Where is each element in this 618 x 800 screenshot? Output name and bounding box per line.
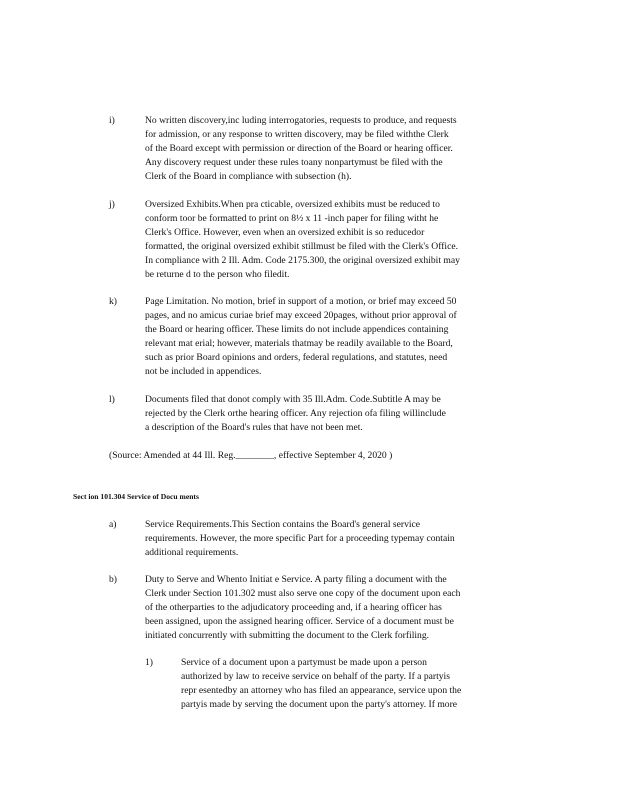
text-line: formatted, the original oversized exhibit stillmust be filed with the Clerk's Office. <box>145 241 459 252</box>
text-line: be returne d to the person who filedit. <box>145 269 290 280</box>
item-text <box>145 295 457 379</box>
text-line: Clerk under Section 101.302 must also serve one copy of the document upon each <box>145 588 461 599</box>
item-text <box>145 518 455 560</box>
text-line: Duty to Serve and Whento Initiat e Service. A party filing a document with the <box>145 574 447 585</box>
text-line: for admission, or any response to written discovery, may be filed withthe Clerk <box>145 129 449 140</box>
text-line: partyis made by serving the document upon the party's attorney. If more <box>181 699 458 710</box>
item-text <box>145 573 460 643</box>
text-line: Service Requirements.This Section contains the Board's general service <box>145 519 421 530</box>
text-line: conform toor be formatted to print on 8½ x 11 -inch paper for filing witht he <box>145 213 439 224</box>
item-label: l) <box>109 394 115 405</box>
text-line: the Board or hearing officer. These limits do not include appendices containing <box>145 324 449 335</box>
text-line: Service of a document upon a partymust be made upon a person <box>181 657 427 668</box>
item-label: a) <box>109 519 117 530</box>
text-line: initiated concurrently with submitting the document to the Clerk forfiling. <box>145 630 430 641</box>
text-line: Clerk's Office. However, even when an oversized exhibit is so reducedor <box>145 227 425 238</box>
item-text <box>181 656 461 712</box>
text-line: of the Board except with permission or direction of the Board or hearing officer. <box>145 143 453 154</box>
text-line: Oversized Exhibits.When pra cticable, oversized exhibits must be reduced to <box>145 199 440 210</box>
item-label: j) <box>109 199 115 210</box>
text-line: not be included in appendices. <box>145 366 262 377</box>
item-label: i) <box>109 115 115 126</box>
item-text <box>145 198 460 282</box>
text-line: been assigned, upon the assigned hearing officer. Service of a document must be <box>145 616 454 627</box>
text-line: Any discovery request under these rules toany nonpartymust be filed with the <box>145 157 443 168</box>
text-line: Clerk of the Board in compliance with subsection (h). <box>145 171 352 182</box>
text-line: a description of the Board's rules that have not been met. <box>145 422 363 433</box>
text-line: rejected by the Clerk orthe hearing officer. Any rejection ofa filing willinclude <box>145 408 446 419</box>
text-line: repr esentedby an attorney who has filed an appearance, service upon the <box>181 685 462 696</box>
source-note: (Source: Amended at 44 Ill. Reg.________, effective September 4, 2020 ) <box>109 450 393 461</box>
item-text <box>145 393 446 435</box>
item-label: 1) <box>145 657 153 668</box>
text-line: such as prior Board opinions and orders, federal regulations, and statutes, need <box>145 352 448 363</box>
text-line: No written discovery,inc luding interrogatories, requests to produce, and requests <box>145 115 457 126</box>
text-line: of the otherparties to the adjudicatory proceeding and, if a hearing officer has <box>145 602 442 613</box>
text-line: authorized by law to receive service on behalf of the party. If a partyis <box>181 671 450 682</box>
text-line: requirements. However, the more specific Part for a proceeding typemay contain <box>145 533 455 544</box>
item-text <box>145 114 457 184</box>
text-line: Documents filed that donot comply with 35 Ill.Adm. Code.Subtitle A may be <box>145 394 441 405</box>
item-label: b) <box>109 574 117 585</box>
text-line: Page Limitation. No motion, brief in support of a motion, or brief may exceed 50 <box>145 296 457 307</box>
text-line: additional requirements. <box>145 547 239 558</box>
text-line: In compliance with 2 Ill. Adm. Code 2175.300, the original oversized exhibit may <box>145 255 460 266</box>
section-heading: Sect ion 101.304 Service of Docu ments <box>73 492 199 501</box>
item-label: k) <box>109 296 117 307</box>
text-line: pages, and no amicus curiae brief may exceed 20pages, without prior approval of <box>145 310 457 321</box>
text-line: relevant mat erial; however, materials thatmay be readily available to the Board, <box>145 338 453 349</box>
